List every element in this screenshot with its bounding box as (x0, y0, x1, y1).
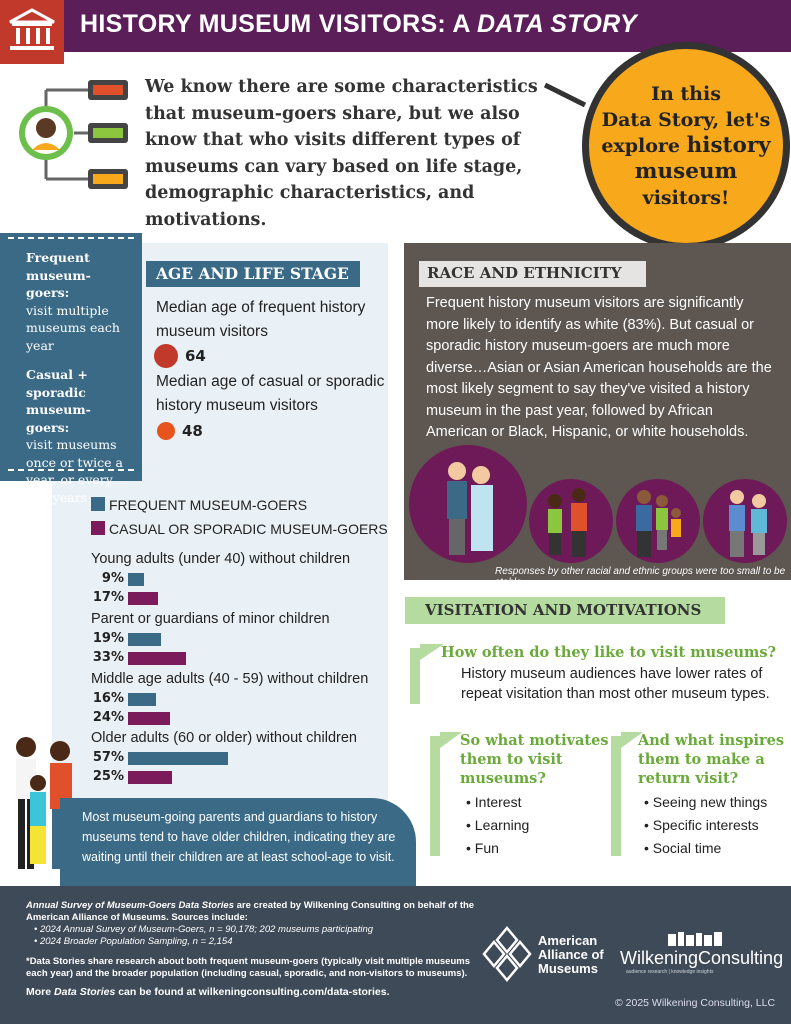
age-heading: AGE AND LIFE STAGE (146, 261, 360, 287)
callout-line: history (686, 133, 771, 158)
divider (8, 237, 134, 239)
bar-casual (128, 652, 186, 665)
question-heading: How often do they like to visit museums? (441, 644, 777, 661)
bar-frequent (128, 752, 228, 765)
data-label: 33% (92, 650, 124, 665)
callout-circle (582, 42, 790, 250)
person-network-icon (14, 78, 134, 196)
list-item-text: Social time (652, 840, 722, 856)
return-visit-list (644, 791, 767, 860)
list-item: • Learning (466, 817, 530, 833)
legend-swatch-casual (91, 521, 105, 535)
list-item: • Seeing new things (644, 794, 768, 810)
question-heading: And what inspires them to make a return visit? (638, 732, 785, 787)
aam-logo-icon (482, 926, 532, 982)
aam-logo-line: Alliance of (538, 947, 604, 962)
copyright: © 2025 Wilkening Consulting, LLC (615, 997, 776, 1009)
callout-connector (540, 80, 590, 110)
legend-swatch-frequent (91, 497, 105, 511)
bar-casual (128, 592, 158, 605)
page-title: HISTORY MUSEUM VISITORS: A DATA STORY (80, 10, 638, 38)
legend-label-frequent: FREQUENT MUSEUM-GOERS (109, 497, 308, 513)
median-dot (154, 344, 178, 368)
asian-family-illustration-icon (409, 445, 527, 563)
bar-frequent (128, 693, 156, 706)
list-item: • Fun (466, 840, 499, 856)
race-heading: RACE AND ETHNICITY (419, 261, 646, 287)
bar-frequent (128, 633, 161, 646)
data-label: 57% (92, 750, 124, 765)
definition-text: visit multiple museums each year (26, 302, 120, 353)
footer-more-link[interactable]: can be found at wilkeningconsulting.com/data-stories. (115, 986, 390, 998)
wilkening-tagline: audience research | knowledge insights (626, 969, 714, 975)
category-label: Older adults (60 or older) without children (91, 730, 357, 746)
data-label: 25% (92, 769, 124, 784)
hispanic-family-illustration-icon (616, 479, 700, 563)
data-label: 9% (101, 571, 124, 586)
question-heading: So what motivates them to visit museums? (460, 732, 609, 787)
wilkening-logo-text: WilkeningConsulting (620, 948, 784, 968)
footer-more-text: Data Stories (54, 986, 116, 998)
footer-more-text: More (26, 986, 55, 998)
list-item-text: Fun (474, 840, 499, 856)
category-label: Young adults (under 40) without children (91, 551, 351, 567)
list-item-text: Learning (474, 817, 530, 833)
visitation-heading: VISITATION AND MOTIVATIONS (405, 597, 725, 624)
flag-marker (611, 736, 621, 856)
median-frequent-value: 64 (185, 347, 206, 365)
list-item: • Social time (644, 840, 722, 856)
legend-label-casual: CASUAL OR SPORADIC MUSEUM-GOERS (109, 521, 388, 537)
footer-credit-title: Annual Survey of Museum-Goers Data Stories (26, 900, 234, 911)
question-text: History museum audiences have lower rates of repeat visitation than most other museum types. (461, 666, 770, 702)
list-item-text: Interest (474, 794, 522, 810)
flag-marker (410, 648, 420, 704)
aam-logo-text (538, 934, 604, 976)
definition-text: visit museums once or twice a year, or every few years (26, 437, 123, 505)
definition-title: Casual + sporadic museum-goers: (26, 367, 91, 435)
divider (8, 469, 134, 471)
bar-casual (128, 771, 172, 784)
callout-line: Data Story, let's (601, 109, 771, 131)
intro-text: We know there are some characteristics that museum-goers share, but we also know that who visits different types of museums can vary based on life stage, demographic characteristics, and motivations. (145, 77, 538, 230)
list-item: • Interest (466, 794, 522, 810)
data-label: 24% (92, 710, 124, 725)
black-family-illustration-icon (529, 479, 613, 563)
white-family-illustration-icon (703, 479, 787, 563)
median-dot (157, 422, 175, 440)
motivation-list (466, 791, 529, 860)
flag-marker (430, 736, 440, 856)
bar-casual (128, 712, 170, 725)
callout-line: museum (634, 159, 738, 184)
list-item: • Specific interests (644, 817, 759, 833)
data-label: 19% (92, 631, 124, 646)
data-label: 17% (92, 590, 124, 605)
aam-logo-line: Museums (538, 961, 598, 976)
list-item-text: Seeing new things (652, 794, 768, 810)
wilkening-logo-icon (668, 932, 724, 946)
median-frequent-label: Median age of frequent history museum visitors (156, 299, 366, 340)
callout-line: explore (601, 135, 681, 157)
footer-credit-text: are created by Wilkening Consulting on behalf of the American Alliance of Museums. Sources include: (26, 900, 475, 923)
museum-building-icon (0, 0, 64, 64)
median-casual-value: 48 (182, 422, 203, 440)
data-label: 16% (92, 691, 124, 706)
footer-source: • 2024 Annual Survey of Museum-Goers, n = 90,178; 202 museums participating (34, 924, 374, 935)
footer-note: *Data Stories share research about both frequent museum-goers (typically visit multiple museums each year) and the broader population (including casual, sporadic, and non-visitors to museums). (26, 956, 470, 979)
list-item-text: Specific interests (652, 817, 759, 833)
category-label: Middle age adults (40 - 59) without children (91, 671, 369, 687)
footer-source: • 2024 Broader Population Sampling, n = 2,154 (34, 936, 233, 947)
definitions-box (0, 233, 142, 505)
race-text: Frequent history museum visitors are significantly more likely to identify as white (83%). But casual or sporadic history museum-goers are much more diverse…Asian or Asian American households are the most likely segment to say they've visited a history museum in the past year, followed by African American or Black, Hispanic, or white households. (426, 295, 772, 440)
parents-note-box: Most museum-going parents and guardians to history museums tend to have older children, indicating they are waiting until their children are at least school-age to visit. (60, 798, 416, 886)
race-note: Responses by other racial and ethnic groups were too small to be stable (495, 566, 786, 588)
callout-line: visitors! (642, 187, 730, 209)
category-label: Parent or guardians of minor children (91, 611, 330, 627)
flag-marker (440, 732, 462, 750)
callout-line: In this (651, 83, 721, 105)
definition-title: Frequent museum-goers: (26, 250, 91, 300)
bar-frequent (128, 573, 144, 586)
median-casual-label: Median age of casual or sporadic history museum visitors (156, 373, 385, 414)
aam-logo-line: American (538, 933, 598, 948)
footer-credits (26, 900, 476, 998)
